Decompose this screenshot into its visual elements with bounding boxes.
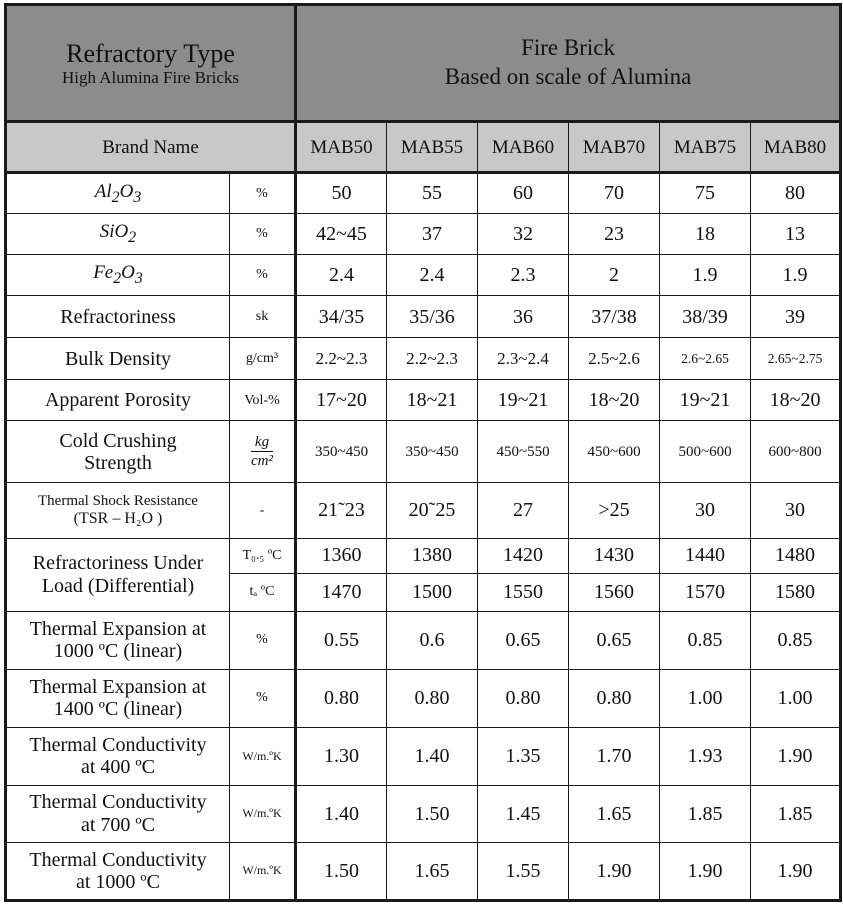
value-cell: 1580: [751, 573, 841, 611]
value-cell: 1420: [478, 538, 569, 573]
brand-cell: MAB75: [660, 122, 751, 173]
thermal-conductivity-700-label: [6, 785, 230, 842]
spec-table-wrapper: [4, 3, 839, 902]
unit-cell: W/m.ºK: [230, 842, 296, 900]
value-cell: 55: [387, 173, 478, 214]
unit-cell: %: [230, 173, 296, 214]
value-cell: 450~600: [569, 421, 660, 483]
label-line2: 1000 ºC (linear): [53, 640, 183, 663]
refractory-type-label: Refractory Type: [66, 38, 235, 68]
value-cell: 1.65: [387, 842, 478, 900]
value-cell: 60: [478, 173, 569, 214]
brand-cell: MAB50: [296, 122, 387, 173]
unit-cell: %: [230, 214, 296, 255]
table-row: [6, 727, 841, 785]
cold-crushing-label-line1: Cold Crushing: [59, 429, 177, 452]
unit-cell: g/cm³: [230, 338, 296, 380]
value-cell: 35/36: [387, 296, 478, 338]
table-row: [6, 380, 841, 421]
unit-cell: Vol-%: [230, 380, 296, 421]
brand-cell: MAB70: [569, 122, 660, 173]
value-cell: 1500: [387, 573, 478, 611]
value-cell: 500~600: [660, 421, 751, 483]
value-cell: 37/38: [569, 296, 660, 338]
cold-crushing-label: [6, 421, 230, 483]
value-cell: 1.9: [660, 255, 751, 296]
value-cell: 17~20: [296, 380, 387, 421]
refractory-type-value: High Alumina Fire Bricks: [61, 68, 240, 88]
value-cell: 1360: [296, 538, 387, 573]
group-title-line2: Based on scale of Alumina: [444, 64, 692, 90]
rul-label-line2: Load (Differential): [41, 574, 195, 597]
value-cell: 2.2~2.3: [296, 338, 387, 380]
value-cell: 0.80: [478, 669, 569, 727]
apparent-porosity-label: Apparent Porosity: [6, 380, 230, 421]
value-cell: 1480: [751, 538, 841, 573]
unit-cell: [230, 421, 296, 483]
unit-cell: W/m.ºK: [230, 727, 296, 785]
value-cell: 80: [751, 173, 841, 214]
value-cell: 0.85: [751, 611, 841, 669]
value-cell: 27: [478, 483, 569, 538]
value-cell: 34/35: [296, 296, 387, 338]
table-row: [6, 255, 841, 296]
thermal-shock-label-line2: (TSR – H₂O ): [73, 509, 163, 527]
value-cell: 30: [751, 483, 841, 538]
value-cell: 1.90: [751, 727, 841, 785]
value-cell: 20˜25: [387, 483, 478, 538]
value-cell: 2.65~2.75: [751, 338, 841, 380]
table-row: [6, 421, 841, 483]
al2o3-label: $Al_2O_3$: [6, 173, 230, 214]
value-cell: 1.85: [751, 785, 841, 842]
value-cell: 50: [296, 173, 387, 214]
unit-cell: %: [230, 255, 296, 296]
value-cell: 38/39: [660, 296, 751, 338]
unit-cell: sk: [230, 296, 296, 338]
table-row: [6, 611, 841, 669]
unit-cell: %: [230, 611, 296, 669]
table-row: [6, 483, 841, 538]
fe2o3-label: $Fe_2O_3$: [6, 255, 230, 296]
thermal-expansion-1400-label: [6, 669, 230, 727]
table-row: [6, 785, 841, 842]
value-cell: 0.80: [569, 669, 660, 727]
value-cell: 1.30: [296, 727, 387, 785]
rul-label-line1: Refractoriness Under: [32, 552, 204, 575]
value-cell: 18~21: [387, 380, 478, 421]
value-cell: 1430: [569, 538, 660, 573]
header-row: [6, 5, 841, 122]
value-cell: 32: [478, 214, 569, 255]
kg-per-cm2-fraction: [251, 434, 273, 470]
brand-cell: MAB60: [478, 122, 569, 173]
value-cell: 1550: [478, 573, 569, 611]
value-cell: 350~450: [296, 421, 387, 483]
table-row: [6, 669, 841, 727]
value-cell: 1.40: [296, 785, 387, 842]
value-cell: 0.65: [478, 611, 569, 669]
table-row: [6, 842, 841, 900]
value-cell: 1.55: [478, 842, 569, 900]
refractory-type-cell: [6, 5, 296, 122]
thermal-conductivity-400-label: [6, 727, 230, 785]
value-cell: 1440: [660, 538, 751, 573]
value-cell: 2.5~2.6: [569, 338, 660, 380]
value-cell: 23: [569, 214, 660, 255]
group-title-line1: Fire Brick: [521, 35, 615, 61]
value-cell: 1.00: [751, 669, 841, 727]
fire-brick-spec-table: [4, 3, 842, 902]
value-cell: 600~800: [751, 421, 841, 483]
unit-cell: T₀.₅ ºC: [230, 538, 296, 573]
brand-row: [6, 122, 841, 173]
value-cell: 18: [660, 214, 751, 255]
value-cell: 2.4: [296, 255, 387, 296]
unit-cell: %: [230, 669, 296, 727]
rul-label: [6, 538, 230, 611]
value-cell: 0.80: [296, 669, 387, 727]
label-line2: at 700 ºC: [81, 813, 155, 836]
bulk-density-label: Bulk Density: [6, 338, 230, 380]
value-cell: 2.3: [478, 255, 569, 296]
value-cell: 75: [660, 173, 751, 214]
value-cell: 0.6: [387, 611, 478, 669]
value-cell: 39: [751, 296, 841, 338]
table-row: [6, 338, 841, 380]
value-cell: 2: [569, 255, 660, 296]
value-cell: 1.65: [569, 785, 660, 842]
brand-cell: MAB55: [387, 122, 478, 173]
value-cell: 1.93: [660, 727, 751, 785]
value-cell: 70: [569, 173, 660, 214]
value-cell: 1380: [387, 538, 478, 573]
value-cell: 19~21: [660, 380, 751, 421]
label-line2: at 400 ºC: [81, 756, 155, 779]
label-line1: Thermal Expansion at: [29, 675, 207, 698]
value-cell: 13: [751, 214, 841, 255]
value-cell: 350~450: [387, 421, 478, 483]
label-line1: Thermal Expansion at: [29, 617, 207, 640]
fire-brick-group-cell: [296, 5, 841, 122]
table-row: [6, 538, 841, 573]
label-line2: 1400 ºC (linear): [53, 698, 183, 721]
unit-cell: -: [230, 483, 296, 538]
table-row: [6, 214, 841, 255]
fraction-numerator: kg: [251, 434, 273, 453]
value-cell: 1.90: [569, 842, 660, 900]
label-line1: Thermal Conductivity: [29, 791, 207, 814]
value-cell: 0.65: [569, 611, 660, 669]
value-cell: >25: [569, 483, 660, 538]
value-cell: 1.70: [569, 727, 660, 785]
thermal-shock-label: [6, 483, 230, 538]
value-cell: 18~20: [751, 380, 841, 421]
value-cell: 1.9: [751, 255, 841, 296]
value-cell: 0.55: [296, 611, 387, 669]
unit-cell: W/m.ºK: [230, 785, 296, 842]
thermal-conductivity-1000-label: [6, 842, 230, 900]
value-cell: 1.45: [478, 785, 569, 842]
value-cell: 1570: [660, 573, 751, 611]
table-row: [6, 173, 841, 214]
cold-crushing-label-line2: Strength: [84, 451, 152, 474]
value-cell: 1.90: [751, 842, 841, 900]
value-cell: 1560: [569, 573, 660, 611]
value-cell: 18~20: [569, 380, 660, 421]
value-cell: 1.90: [660, 842, 751, 900]
value-cell: 30: [660, 483, 751, 538]
fraction-denominator: cm²: [251, 453, 273, 470]
value-cell: 1.35: [478, 727, 569, 785]
label-line1: Thermal Conductivity: [29, 733, 207, 756]
label-line1: Thermal Conductivity: [29, 848, 207, 871]
unit-cell: tₐ ºC: [230, 573, 296, 611]
value-cell: 1.85: [660, 785, 751, 842]
value-cell: 2.2~2.3: [387, 338, 478, 380]
thermal-expansion-1000-label: [6, 611, 230, 669]
value-cell: 1.40: [387, 727, 478, 785]
value-cell: 21˜23: [296, 483, 387, 538]
value-cell: 42~45: [296, 214, 387, 255]
value-cell: 0.85: [660, 611, 751, 669]
value-cell: 19~21: [478, 380, 569, 421]
refractoriness-label: Refractoriness: [6, 296, 230, 338]
value-cell: 1.00: [660, 669, 751, 727]
brand-cell: MAB80: [751, 122, 841, 173]
value-cell: 1470: [296, 573, 387, 611]
value-cell: 36: [478, 296, 569, 338]
value-cell: 37: [387, 214, 478, 255]
value-cell: 1.50: [387, 785, 478, 842]
sio2-label: SiO$_2$: [6, 214, 230, 255]
value-cell: 2.6~2.65: [660, 338, 751, 380]
value-cell: 450~550: [478, 421, 569, 483]
value-cell: 0.80: [387, 669, 478, 727]
brand-name-label: Brand Name: [6, 122, 296, 173]
thermal-shock-label-line1: Thermal Shock Resistance: [38, 493, 198, 510]
value-cell: 2.4: [387, 255, 478, 296]
value-cell: 2.3~2.4: [478, 338, 569, 380]
label-line2: at 1000 ºC: [76, 870, 160, 893]
table-row: [6, 296, 841, 338]
value-cell: 1.50: [296, 842, 387, 900]
